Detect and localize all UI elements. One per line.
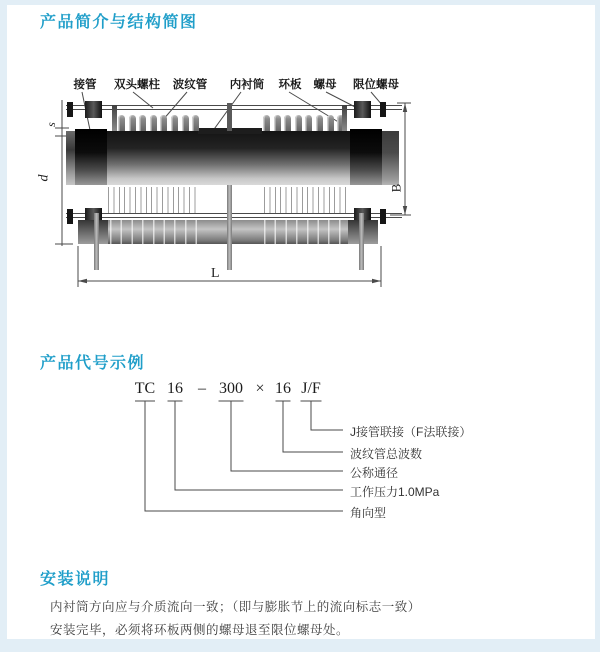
part-label-inner-liner: 内衬筒 — [229, 79, 265, 91]
center-stud-bottom — [227, 185, 232, 270]
end-collar-left — [75, 129, 107, 185]
code-explanation-waves: 波纹管总波数 — [350, 447, 423, 461]
page-border-right — [595, 0, 600, 652]
page-border-top — [0, 0, 600, 5]
bellows-convolutions-left — [118, 115, 199, 131]
code-segment-dash: – — [198, 380, 206, 397]
bellows-convolutions-right — [263, 115, 344, 131]
code-explanation-diameter: 公称通径 — [350, 466, 399, 480]
stud-bottom-left — [94, 213, 99, 270]
center-stud-top — [227, 103, 232, 131]
limit-nut-bottom-right — [380, 209, 386, 224]
limit-nut-bottom-left — [67, 209, 73, 224]
dim-label-s: s — [43, 122, 58, 127]
code-explanation-type: 角向型 — [350, 506, 387, 520]
connecting-pipe-left — [66, 131, 75, 185]
code-segment-pressure: 16 — [167, 380, 183, 397]
code-segment-connection: J/F — [301, 380, 321, 397]
product-code-example — [0, 378, 600, 523]
part-label-nut: 螺母 — [313, 79, 337, 91]
ring-plate-top-left — [112, 105, 117, 131]
install-note-line2: 安装完毕，必须将环板两侧的螺母退至限位螺母处。 — [50, 623, 350, 637]
code-segment-times: × — [255, 380, 265, 397]
part-label-connecting-pipe: 接管 — [73, 79, 97, 91]
hidden-convolutions-right — [264, 187, 347, 213]
end-collar-lower-left — [78, 220, 108, 244]
upper-shell — [75, 131, 382, 185]
structure-diagram — [36, 70, 460, 320]
convolution-stripes-left — [110, 220, 197, 244]
section-title-install: 安装说明 — [40, 571, 111, 588]
dim-label-d: d — [36, 174, 52, 182]
part-label-ring-plate: 环板 — [278, 79, 302, 91]
page-border-left — [0, 0, 7, 652]
code-segment-diameter: 300 — [219, 380, 243, 397]
install-note-line1: 内衬筒方向应与介质流向一致；（即与膨胀节上的流向标志一致） — [50, 600, 421, 614]
dim-label-L: L — [211, 266, 220, 281]
nut-block-top-left — [85, 101, 102, 118]
code-connector-lines — [0, 378, 600, 523]
limit-nut-top-right — [380, 102, 386, 117]
hidden-convolutions-left — [108, 187, 197, 213]
part-label-bellows: 波纹管 — [172, 79, 208, 91]
code-segment-type: TC — [134, 380, 156, 397]
nut-block-top-right — [354, 101, 371, 118]
page-border-bottom — [0, 639, 600, 652]
convolution-stripes-right — [264, 220, 348, 244]
stud-bottom-right — [359, 213, 364, 270]
end-collar-right — [350, 129, 382, 185]
part-label-limit-nut: 限位螺母 — [353, 79, 399, 91]
ring-plate-top-right — [342, 105, 347, 131]
dim-label-B: B — [388, 183, 404, 193]
section-title-intro: 产品简介与结构简图 — [40, 14, 198, 31]
part-label-double-stud: 双头螺柱 — [114, 79, 160, 91]
connecting-pipe-right — [382, 131, 399, 185]
code-segment-waves: 16 — [275, 380, 291, 397]
code-explanation-connection: J接管联接（F法联接） — [350, 425, 472, 439]
code-explanation-pressure: 工作压力1.0MPa — [350, 485, 440, 499]
limit-nut-top-left — [67, 102, 73, 117]
section-title-code-example: 产品代号示例 — [40, 355, 146, 372]
